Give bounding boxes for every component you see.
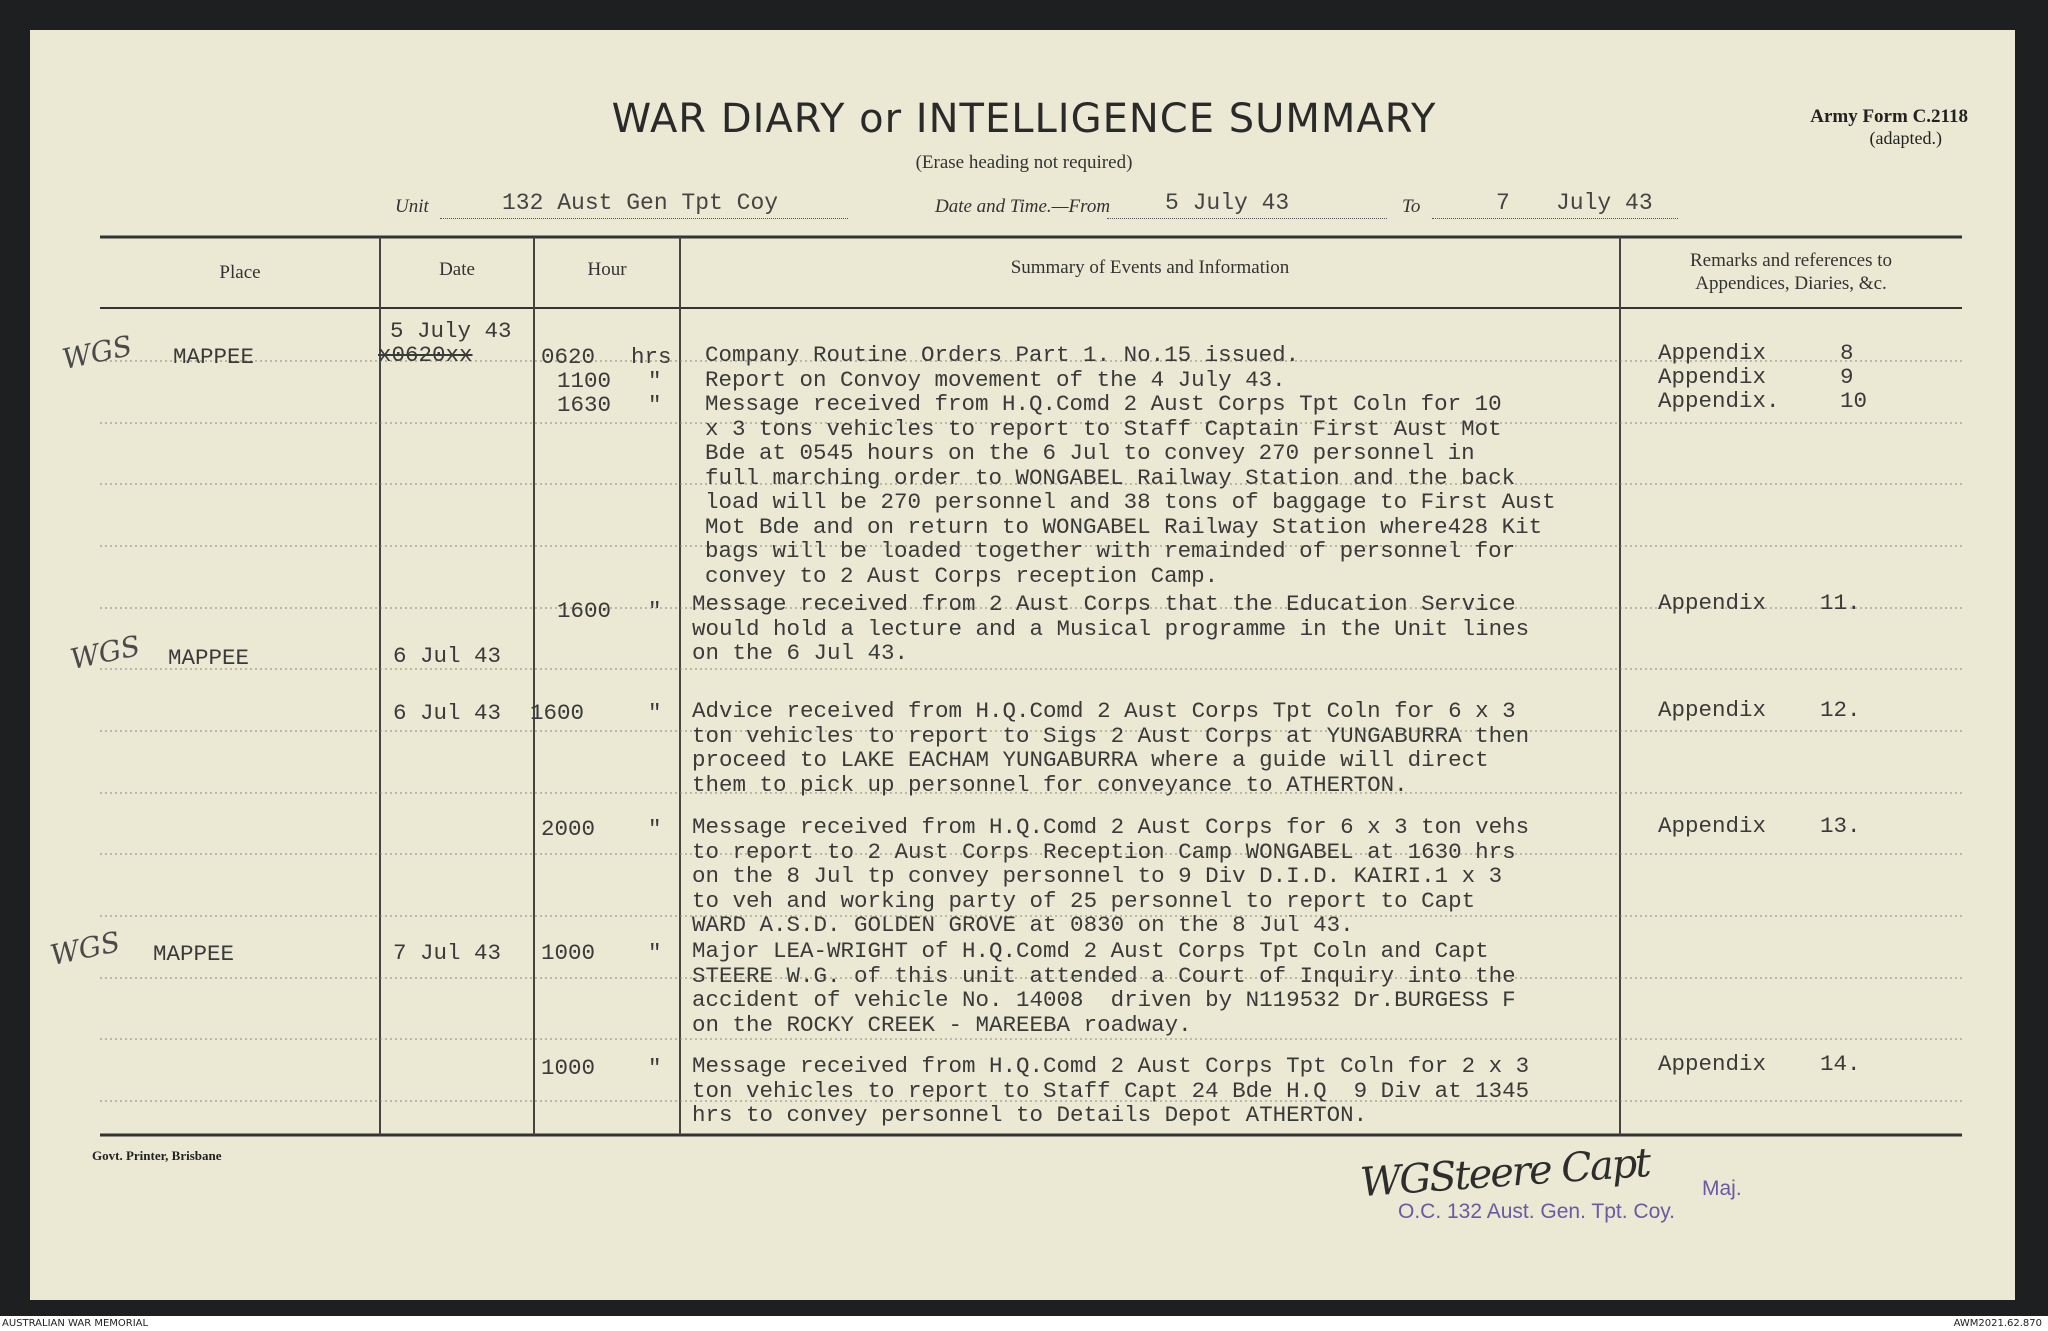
- army-form-label: [1810, 106, 1968, 149]
- place-cell: MAPPEE: [173, 344, 255, 370]
- remark-number: 11.: [1820, 590, 1861, 616]
- ditto-mark: ": [648, 392, 662, 418]
- entry-line: on the ROCKY CREEK - MAREEBA roadway.: [692, 1011, 1192, 1038]
- column-header-remarks: [1620, 249, 1962, 295]
- printer-imprint: Govt. Printer, Brisbane: [92, 1148, 222, 1163]
- entry-text: [705, 343, 1299, 368]
- date-cell: 7 Jul 43: [393, 940, 502, 966]
- remark-appendix: Appendix.: [1658, 388, 1780, 414]
- hour-cell: 1600: [557, 598, 612, 624]
- army-form-adapted: (adapted.): [1869, 128, 1942, 148]
- unit-value: 132 Aust Gen Tpt Coy: [502, 190, 779, 216]
- date-cell: 6 Jul 43: [393, 643, 502, 669]
- remark-number: 8: [1840, 340, 1854, 366]
- remark-appendix: Appendix: [1658, 340, 1767, 366]
- entry-line: STEERE W.G. of this unit attended a Court of Inquiry into the: [692, 962, 1516, 989]
- entry-line: Major LEA-WRIGHT of H.Q.Comd 2 Aust Corps Tpt Coln and Capt: [692, 938, 1489, 964]
- entry-line: Bde at 0545 hours on the 6 Jul to convey 270 personnel in: [705, 440, 1475, 466]
- column-header-summary: Summary of Events and Information: [1010, 257, 1290, 278]
- ditto-mark: ": [648, 940, 662, 966]
- initials-mark: WGS: [59, 329, 135, 376]
- hour-cell: 0620: [541, 344, 596, 370]
- archive-reference: AWM2021.62.870: [1953, 1318, 2042, 1329]
- page-subtitle: (Erase heading not required): [915, 152, 1133, 173]
- entry-line: Message received from H.Q.Comd 2 Aust Corps Tpt Coln for 10: [705, 391, 1502, 417]
- entry-line: ton vehicles to report to Staff Capt 24 Bde H.Q 9 Div at 1345: [692, 1077, 1530, 1104]
- remark-number: 13.: [1820, 813, 1861, 839]
- place-cell: MAPPEE: [168, 645, 250, 671]
- entry-line: Mot Bde and on return to WONGABEL Railway Station where428 Kit: [705, 513, 1543, 540]
- remark-appendix: Appendix: [1658, 590, 1767, 616]
- date-to-day: 7: [1496, 190, 1510, 216]
- entry-line: full marching order to WONGABEL Railway Station and the back: [705, 464, 1516, 491]
- entry-line: convey to 2 Aust Corps reception Camp.: [705, 562, 1219, 589]
- unit-label: Unit: [395, 196, 429, 217]
- entry-text: [705, 368, 1286, 393]
- column-header-place: Place: [219, 262, 261, 283]
- hour-unit: hrs: [631, 344, 672, 370]
- stamp-rank: Maj.: [1702, 1177, 1742, 1200]
- remark-appendix: Appendix: [1658, 813, 1767, 839]
- entry-line: proceed to LAKE EACHAM YUNGABURRA where a guide will direct: [692, 747, 1489, 773]
- entry-line: WARD A.S.D. GOLDEN GROVE at 0830 on the 8 Jul 43.: [692, 912, 1354, 938]
- remark-number: 9: [1840, 364, 1854, 390]
- entry-line: them to pick up personnel for conveyance to ATHERTON.: [692, 771, 1408, 798]
- date-struck-text: x0620xx: [378, 342, 473, 368]
- hour-cell: 1100: [557, 368, 612, 394]
- remark-appendix: Appendix: [1658, 697, 1767, 723]
- hour-cell: 1630: [557, 392, 612, 418]
- date-to-value: July 43: [1556, 190, 1653, 216]
- entry-line: Message received from H.Q.Comd 2 Aust Corps for 6 x 3 ton vehs: [692, 814, 1530, 840]
- initials-mark: WGS: [67, 629, 143, 676]
- date-cell: 6 Jul 43: [393, 700, 502, 726]
- hour-cell: 1000: [541, 940, 596, 966]
- hour-cell: 1600: [530, 700, 585, 726]
- entry-line: on the 6 Jul 43.: [692, 640, 909, 666]
- entry-line: would hold a lecture and a Musical programme in the Unit lines: [692, 615, 1530, 642]
- ditto-mark: ": [648, 816, 662, 842]
- signature: WGSteere Capt: [1358, 1139, 1651, 1207]
- stamp-oc: O.C. 132 Aust. Gen. Tpt. Coy.: [1398, 1200, 1676, 1223]
- ditto-mark: ": [648, 700, 662, 726]
- entry-line: Advice received from H.Q.Comd 2 Aust Corps Tpt Coln for 6 x 3: [692, 698, 1516, 724]
- column-header-date: Date: [439, 259, 475, 280]
- army-form-number: Army Form C.2118: [1810, 106, 1968, 127]
- entry-line: ton vehicles to report to Sigs 2 Aust Corps at YUNGABURRA then: [692, 722, 1530, 749]
- entry-line: Company Routine Orders Part 1. No.15 issued.: [705, 342, 1300, 368]
- entry-line: Message received from H.Q.Comd 2 Aust Corps Tpt Coln for 2 x 3: [692, 1053, 1530, 1079]
- date-from-dotted-line: [1107, 218, 1387, 219]
- date-cell: 5 July 43: [390, 318, 512, 344]
- archive-name: AUSTRALIAN WAR MEMORIAL: [2, 1318, 149, 1329]
- entry-line: on the 8 Jul tp convey personnel to 9 Div D.I.D. KAIRI.1 x 3: [692, 863, 1503, 889]
- entry-text: [692, 815, 1529, 938]
- entry-text: [705, 392, 1556, 588]
- entry-line: load will be 270 personnel and 38 tons of baggage to First Aust: [705, 489, 1556, 515]
- hour-cell: 1000: [541, 1055, 596, 1081]
- entry-text: [692, 592, 1529, 666]
- unit-dotted-line: [440, 218, 848, 219]
- entry-line: hrs to convey personnel to Details Depot ATHERTON.: [692, 1102, 1368, 1128]
- entry-text: [692, 939, 1516, 1037]
- entry-text: [692, 699, 1529, 797]
- entry-line: accident of vehicle No. 14008 driven by N119532 Dr.BURGESS F: [692, 987, 1516, 1013]
- entry-line: to veh and working party of 25 personnel to report to Capt: [692, 887, 1476, 914]
- date-to-label: To: [1402, 196, 1421, 217]
- initials-mark: WGS: [47, 925, 123, 972]
- remark-number: 14.: [1820, 1051, 1861, 1077]
- column-header-hour: Hour: [587, 259, 627, 280]
- remark-appendix: Appendix: [1658, 1051, 1767, 1077]
- date-to-dotted-line: [1432, 218, 1678, 219]
- hour-cell: 2000: [541, 816, 596, 842]
- date-from-value: 5 July 43: [1165, 190, 1290, 216]
- remark-appendix: Appendix: [1658, 364, 1767, 390]
- date-from-label: Date and Time.—From: [935, 196, 1111, 217]
- remarks-header-line-1: Remarks and references to: [1689, 250, 1893, 271]
- ditto-mark: ": [648, 598, 662, 624]
- remark-number: 12.: [1820, 697, 1861, 723]
- entry-line: Report on Convoy movement of the 4 July 43.: [705, 367, 1286, 393]
- place-cell: MAPPEE: [153, 941, 235, 967]
- ditto-mark: ": [648, 368, 662, 394]
- entry-line: x 3 tons vehicles to report to Staff Captain First Aust Mot: [705, 415, 1502, 442]
- entry-text: [692, 1054, 1529, 1128]
- entry-line: Message received from 2 Aust Corps that the Education Service: [692, 591, 1516, 617]
- entry-line: bags will be loaded together with remainded of personnel for: [705, 538, 1516, 564]
- entry-line: to report to 2 Aust Corps Reception Camp WONGABEL at 1630 hrs: [692, 838, 1516, 865]
- archive-footer: [0, 1316, 2048, 1331]
- page-title: WAR DIARY or INTELLIGENCE SUMMARY: [611, 96, 1437, 142]
- remark-number: 10: [1840, 388, 1868, 414]
- remarks-header-line-2: Appendices, Diaries, &c.: [1695, 273, 1887, 294]
- ditto-mark: ": [648, 1055, 662, 1081]
